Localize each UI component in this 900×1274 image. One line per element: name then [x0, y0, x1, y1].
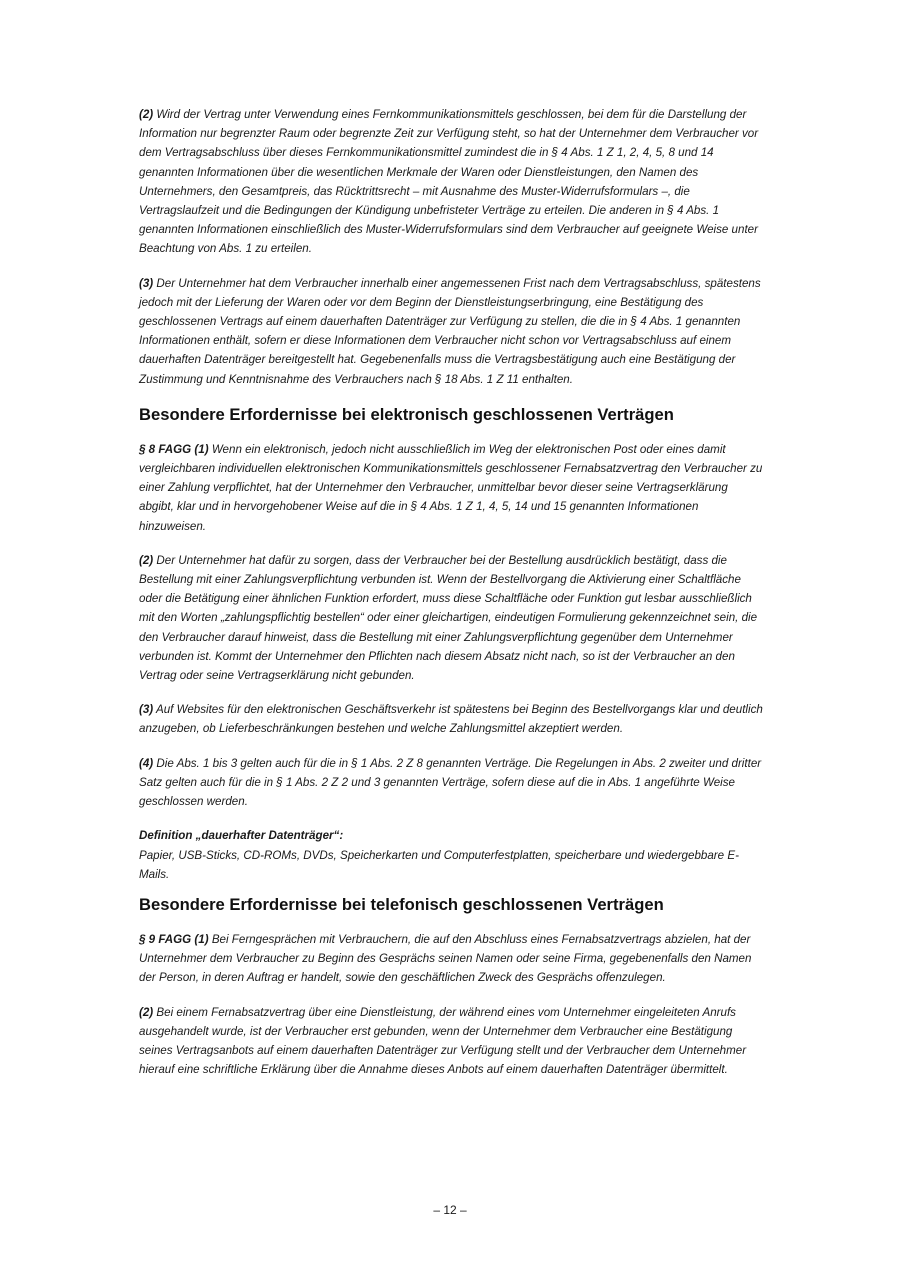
definition-block: [139, 826, 764, 884]
paragraph-text: Der Unternehmer hat dafür zu sorgen, dass der Verbraucher bei der Bestellung ausdrücklich bestätigt, dass die Bestellung mit einer Zahlungsverpflichtung verbunden ist. Wenn der Bestellvorgang die Aktivierung einer Schaltfläche oder die Betätigung einer ähnlichen Funktion erfordert, muss diese Schaltfläche oder Funktion gut lesbar ausschließlich mit den Worten „zahlungspflichtig bestellen“ oder einer gleichartigen, eindeutigen Formulierung gekennzeichnet sein, die den Verbraucher darauf hinweist, dass die Bestellung mit einer Zahlungsverpflichtung gegenüber dem Unternehmer verbunden ist. Kommt der Unternehmer den Pflichten nach diesem Absatz nicht nach, so ist der Verbraucher an den Vertrag oder seine Vertragserklärung nicht gebunden.: [139, 553, 758, 683]
paragraph-lead: (4): [139, 756, 154, 770]
paragraph-lead: (2): [139, 553, 154, 567]
page-content: [139, 105, 764, 1094]
definition-title: Definition „dauerhafter Datenträger“:: [139, 829, 344, 843]
paragraph-b2: [139, 700, 764, 738]
section-heading-electronic: Besondere Erfordernisse bei elektronisch geschlossenen Verträgen: [139, 404, 674, 424]
paragraph-text: Bei einem Fernabsatzvertrag über eine Dienstleistung, der während eines vom Unternehmer eingeleiteten Anrufs ausgehandelt wurde, ist der Verbraucher erst gebunden, wenn der Unternehmer dem Verbraucher eine Bestätigung seines Vertragsanbots auf einem dauerhaften Datenträger zur Verfügung stellt und der Verbraucher dem Unternehmer hierauf eine schriftliche Erklärung über die Annahme dieses Anbots auf einem dauerhaften Datenträger übermittelt.: [139, 1005, 747, 1077]
paragraph-text: Die Abs. 1 bis 3 gelten auch für die in § 1 Abs. 2 Z 8 genannten Verträge. Die Regelungen in Abs. 2 zweiter und dritter Satz gelten auch für die in § 1 Abs. 2 Z 2 und 3 genannten Verträge, sofern diese auf die in Abs. 1 angeführte Weise geschlossen werden.: [139, 756, 762, 809]
paragraph-a0: [139, 105, 764, 259]
paragraph-lead: (2): [139, 1005, 154, 1019]
paragraph-b1: [139, 551, 764, 685]
section-heading-telephone: Besondere Erfordernisse bei telefonisch geschlossenen Verträgen: [139, 894, 664, 914]
paragraph-text: Wird der Vertrag unter Verwendung eines Fernkommunikationsmittels geschlossen, bei dem für die Darstellung der Information nur begrenzter Raum oder begrenzte Zeit zur Verfügung steht, so hat der Unternehmer dem Verbraucher vor dem Vertragsabschluss über dieses Fernkommunikationsmittel zumindest die in § 4 Abs. 1 Z 1, 2, 4, 5, 8 und 14 genannten Informationen über die wesentlichen Merkmale der Waren oder Dienstleistungen, den Namen des Unternehmers, den Gesamtpreis, das Rücktrittsrecht – mit Ausnahme des Muster-Widerrufsformulars –, die Vertragslaufzeit und die Bedingungen der Kündigung unbefristeter Verträge zu erteilen. Die anderen in § 4 Abs. 1 genannten Informationen einschließlich des Muster-Widerrufsformulars sind dem Verbraucher auf geeignete Weise unter Beachtung von Abs. 1 zu erteilen.: [139, 108, 759, 256]
paragraph-text: Wenn ein elektronisch, jedoch nicht ausschließlich im Weg der elektronischen Post oder eines damit vergleichbaren individuellen elektronischen Kommunikationsmittels geschlossener Fernabsatzvertrag den Verbraucher zu einer Zahlung verpflichtet, hat der Unternehmer den Verbraucher, unmittelbar bevor dieser seine Vertragserklärung abgibt, klar und in hervorgehobener Weise auf die in § 4 Abs. 1 Z 1, 4, 5, 14 und 15 genannten Informationen hinzuweisen.: [139, 442, 763, 533]
page-number: – 12 –: [433, 1203, 467, 1217]
definition-text: Papier, USB-Sticks, CD-ROMs, DVDs, Speicherkarten und Computerfestplatten, speicherbare und wiedergebbare E-Mails.: [139, 848, 739, 881]
paragraph-text: Bei Ferngesprächen mit Verbrauchern, die auf den Abschluss eines Fernabsatzvertrags abzielen, hat der Unternehmer dem Verbraucher zu Beginn des Gesprächs seinen Namen oder seine Firma, gegebenenfalls den Namen der Person, in deren Auftrag er handelt, sowie den geschäftlichen Zweck des Gesprächs offenzulegen.: [139, 932, 752, 985]
paragraph-text: Auf Websites für den elektronischen Geschäftsverkehr ist spätestens bei Beginn des Bestellvorgangs klar und deutlich anzugeben, ob Lieferbeschränkungen bestehen und welche Zahlungsmittel akzeptiert werden.: [139, 703, 763, 736]
paragraph-b0: [139, 440, 764, 536]
paragraph-c0: [139, 930, 764, 988]
paragraph-lead: § 9 FAGG (1): [139, 932, 209, 946]
paragraph-a1: [139, 274, 764, 389]
paragraph-lead: § 8 FAGG (1): [139, 442, 209, 456]
paragraph-lead: (2): [139, 108, 154, 121]
paragraph-lead: (3): [139, 276, 154, 290]
paragraph-b3: [139, 754, 764, 812]
paragraph-text: Der Unternehmer hat dem Verbraucher innerhalb einer angemessenen Frist nach dem Vertragsabschluss, spätestens jedoch mit der Lieferung der Waren oder vor dem Beginn der Dienstleistungserbringung, eine Bestätigung des geschlossenen Vertrags auf einem dauerhaften Datenträger zur Verfügung zu stellen, die die in § 4 Abs. 1 genannten Informationen enthält, sofern er diese Informationen dem Verbraucher nicht schon vor Vertragsabschluss auf einem dauerhaften Datenträger bereitgestellt hat. Gegebenenfalls muss die Vertragsbestätigung auch eine Bestätigung der Zustimmung und Kenntnisnahme des Verbrauchers nach § 18 Abs. 1 Z 11 enthalten.: [139, 276, 761, 386]
paragraph-c1: [139, 1003, 764, 1080]
paragraph-lead: (3): [139, 703, 154, 717]
